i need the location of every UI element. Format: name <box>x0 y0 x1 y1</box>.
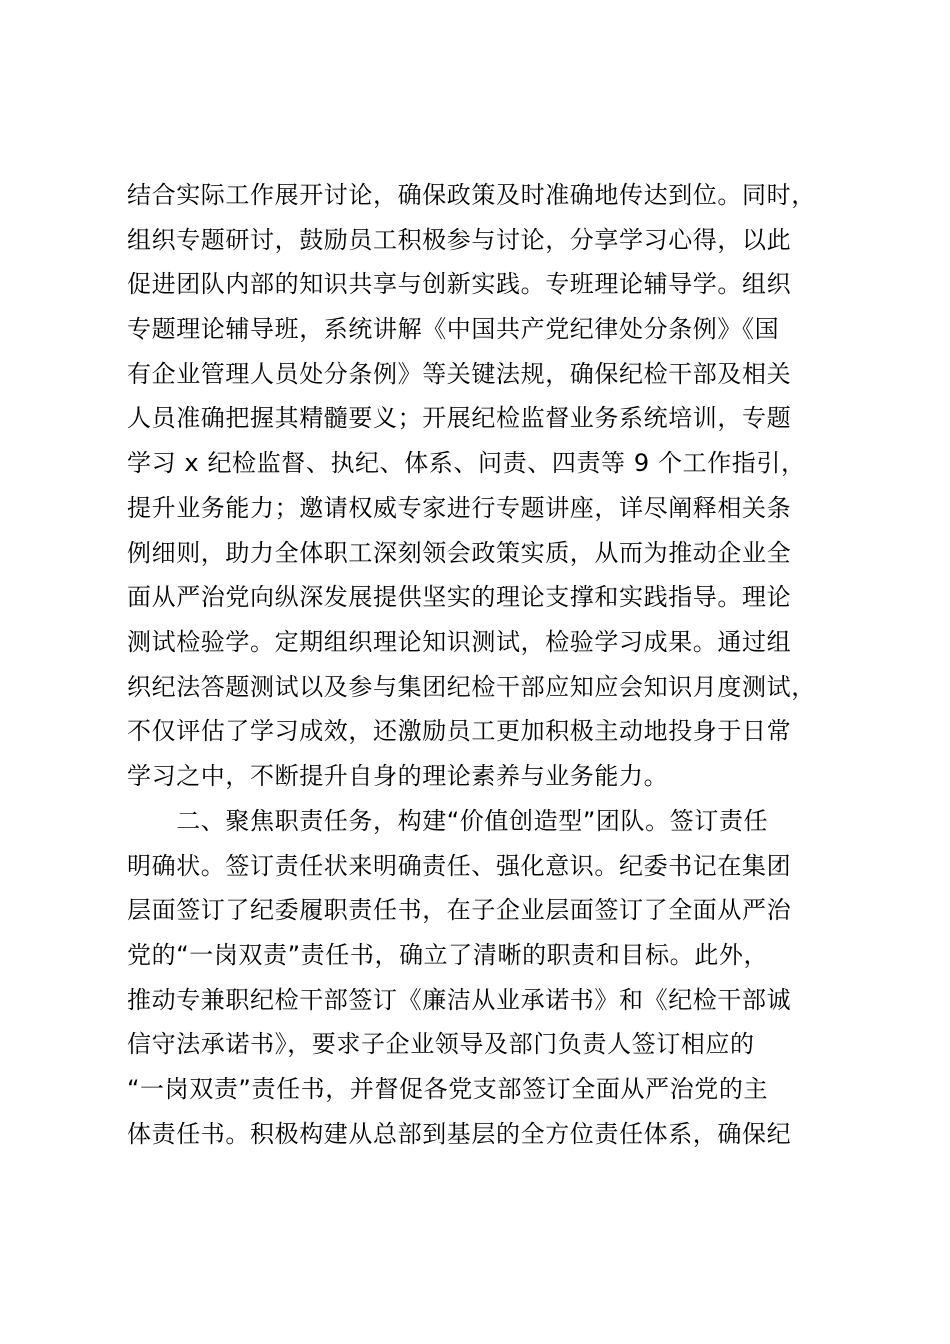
paragraph-continued <box>127 173 827 799</box>
section-heading-line: 二、聚焦职责任务，构建“价值创造型”团队。签订责任 <box>127 807 769 835</box>
text-line: 党的“一岗双责”责任书，确立了清晰的职责和目标。此外， <box>127 941 769 970</box>
text-line: “一岗双责”责任书，并督促各党支部签订全面从严治党的主 <box>127 1075 769 1104</box>
text-line: 组织专题研讨，鼓励员工积极参与讨论，分享学习心得，以此 <box>127 225 792 254</box>
text-line: 不仅评估了学习成效，还激励员工更加积极主动地投身于日常 <box>127 717 792 746</box>
text-line: 人员准确把握其精髓要义；开展纪检监督业务系统培训，专题 <box>127 404 792 433</box>
text-line: 信守法承诺书》，要求子企业领导及部门负责人签订相应的 <box>127 1030 755 1059</box>
text-line: 例细则，助力全体职工深刻领会政策实质，从而为推动企业全 <box>127 538 792 567</box>
paragraph-section-2 <box>127 799 827 1157</box>
text-line: 明确状。签订责任状来明确责任、强化意识。纪委书记在集团 <box>127 851 792 880</box>
text-line: 织纪法答题测试以及参与集团纪检干部应知应会知识月度测试， <box>127 672 816 701</box>
text-line: 学习之中，不断提升自身的理论素养与业务能力。 <box>127 761 669 790</box>
text-line: 结合实际工作展开讨论，确保政策及时准确地传达到位。同时， <box>127 181 816 209</box>
text-line: 层面签订了纪委履职责任书，在子企业层面签订了全面从严治 <box>127 896 792 925</box>
text-line: 提升业务能力；邀请权威专家进行专题讲座，详尽阐释相关条 <box>127 493 792 522</box>
text-line: 专题理论辅导班，系统讲解《中国共产党纪律处分条例》《国 <box>127 315 780 344</box>
text-line: 促进团队内部的知识共享与创新实践。专班理论辅导学。组织 <box>127 270 792 299</box>
text-line: 有企业管理人员处分条例》等关键法规，确保纪检干部及相关 <box>127 359 792 388</box>
text-line: 学习 x 纪检监督、执纪、体系、问责、四责等 9 个工作指引， <box>127 449 806 478</box>
text-line: 测试检验学。定期组织理论知识测试，检验学习成果。通过组 <box>127 627 792 656</box>
text-line: 面从严治党向纵深发展提供坚实的理论支撑和实践指导。理论 <box>127 583 792 612</box>
text-line: 推动专兼职纪检干部签订《廉洁从业承诺书》和《纪检干部诚 <box>127 985 792 1014</box>
text-line: 体责任书。积极构建从总部到基层的全方位责任体系，确保纪 <box>127 1119 792 1148</box>
